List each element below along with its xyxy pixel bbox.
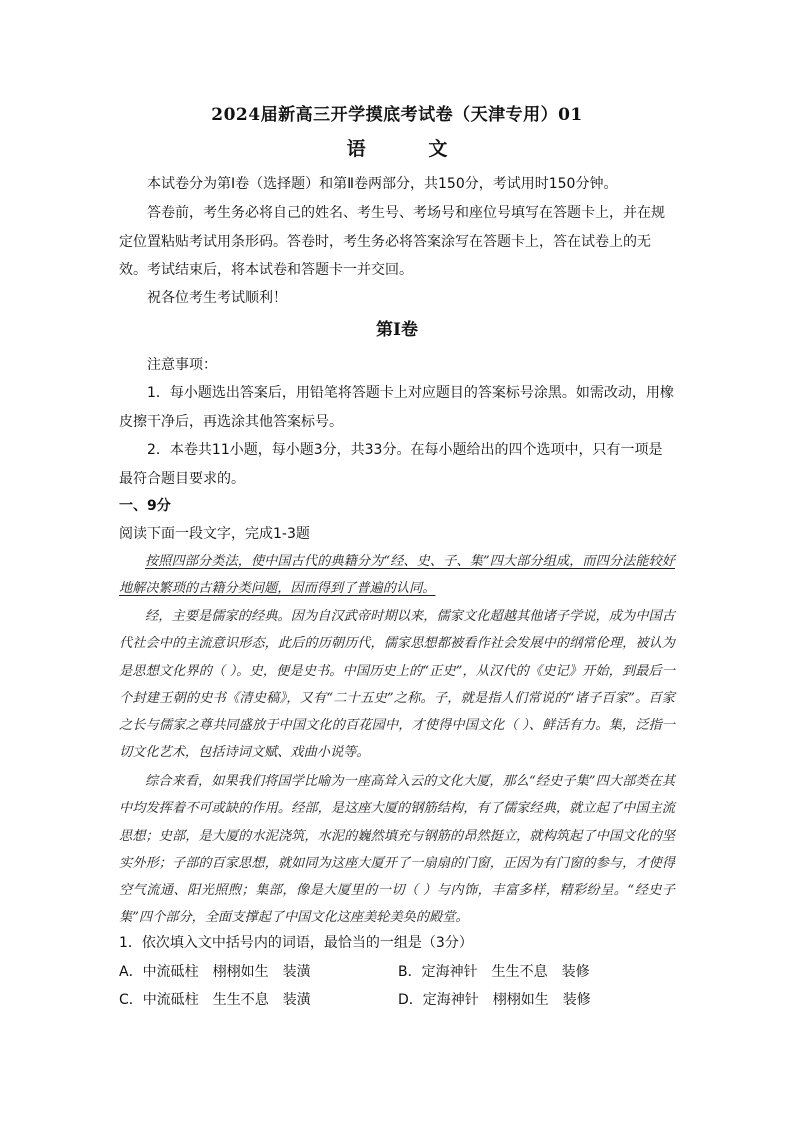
- notes-label: 注意事项：: [147, 357, 217, 373]
- option-a: A．中流砥柱 栩栩如生 装潢: [119, 964, 311, 980]
- part-heading: 一、9分: [119, 498, 171, 514]
- section-title: 第Ⅰ卷: [376, 320, 418, 340]
- option-b: B．定海神针 生生不息 装修: [398, 964, 590, 980]
- reading-prompt: 阅读下面一段文字，完成1-3题: [119, 526, 310, 542]
- instruction-line-2: 答卷前，考生务必将自己的姓名、考生号、考场号和座位号填写在答题卡上，并在规定位置粘贴考试用条形码。答卷时，考生务必将答案涂写在答题卡上，答在试卷上的无效。考试结束后，将本试卷和答题卡一并交回。: [119, 205, 665, 278]
- note-2: 2．本卷共11小题，每小题3分，共33分。在每小题给出的四个选项中，只有一项是最符合题目要求的。: [119, 442, 663, 487]
- instruction-line-1: 本试卷分为第Ⅰ卷（选择题）和第Ⅱ卷两部分，共150分，考试用时150分钟。: [147, 176, 618, 192]
- passage-paragraph-3: 综合来看，如果我们将国学比喻为一座高耸入云的文化大厦，那么“经史子集”四大部类在其中均发挥着不可或缺的作用。经部，是这座大厦的钢筋结构，有了儒家经典，就立起了中国主流思想；史部，是大厦的水泥浇筑，水泥的巍然填充与钢筋的昂然挺立，就构筑起了中国文化的坚实外形；子部的百家思想，就如同为这座大厦开了一扇扇的门窗，正因为有门窗的参与，才使得空气流通、阳光照煦；集部，像是大厦里的一切（ ）与内饰，丰富多样，精彩纷呈。“经史子集”四个部分，全面支撑起了中国文化这座美轮美奂的殿堂。: [119, 774, 675, 926]
- subject-heading: [0, 134, 794, 161]
- note-1: 1．每小题选出答案后，用铅笔将答题卡上对应题目的答案标号涂黑。如需改动，用橡皮擦干净后，再选涂其他答案标号。: [119, 385, 674, 430]
- exam-title: 2024届新高三开学摸底考试卷（天津专用）01: [211, 105, 583, 125]
- question-stem: 1．依次填入文中括号内的词语，最恰当的一组是（3分）: [119, 935, 473, 951]
- option-d: D．定海神针 栩栩如生 装修: [398, 992, 591, 1008]
- subject-char-2: 文: [428, 138, 448, 160]
- instruction-line-3: 祝各位考生考试顺利！: [147, 290, 287, 306]
- passage-paragraph-1: 按照四部分类法，使中国古代的典籍分为“经、史、子、集”四大部分组成，而四分法能较好地解决繁琐的古籍分类问题，因而得到了普遍的认同。: [119, 554, 675, 597]
- option-c: C．中流砥柱 生生不息 装潢: [119, 992, 311, 1008]
- passage-paragraph-2: 经，主要是儒家的经典。因为自汉武帝时期以来，儒家文化超越其他诸子学说，成为中国古代社会中的主流意识形态，此后的历朝历代，儒家思想都被看作社会发展中的纲常伦理，被认为是思想文化界的（ ）。史，便是史书。中国历史上的“正史”，从汉代的《史记》开始，到最后一个封建王朝的史书《清史稿》，又有“二十五史”之称。子，就是指人们常说的“诸子百家”。百家之长与儒家之尊共同盛放于中国文化的百花园中，才使得中国文化（ ）、鲜活有力。集，泛指一切文化艺术，包括诗词文赋、戏曲小说等。: [119, 609, 675, 761]
- subject-char-1: 语: [346, 138, 366, 160]
